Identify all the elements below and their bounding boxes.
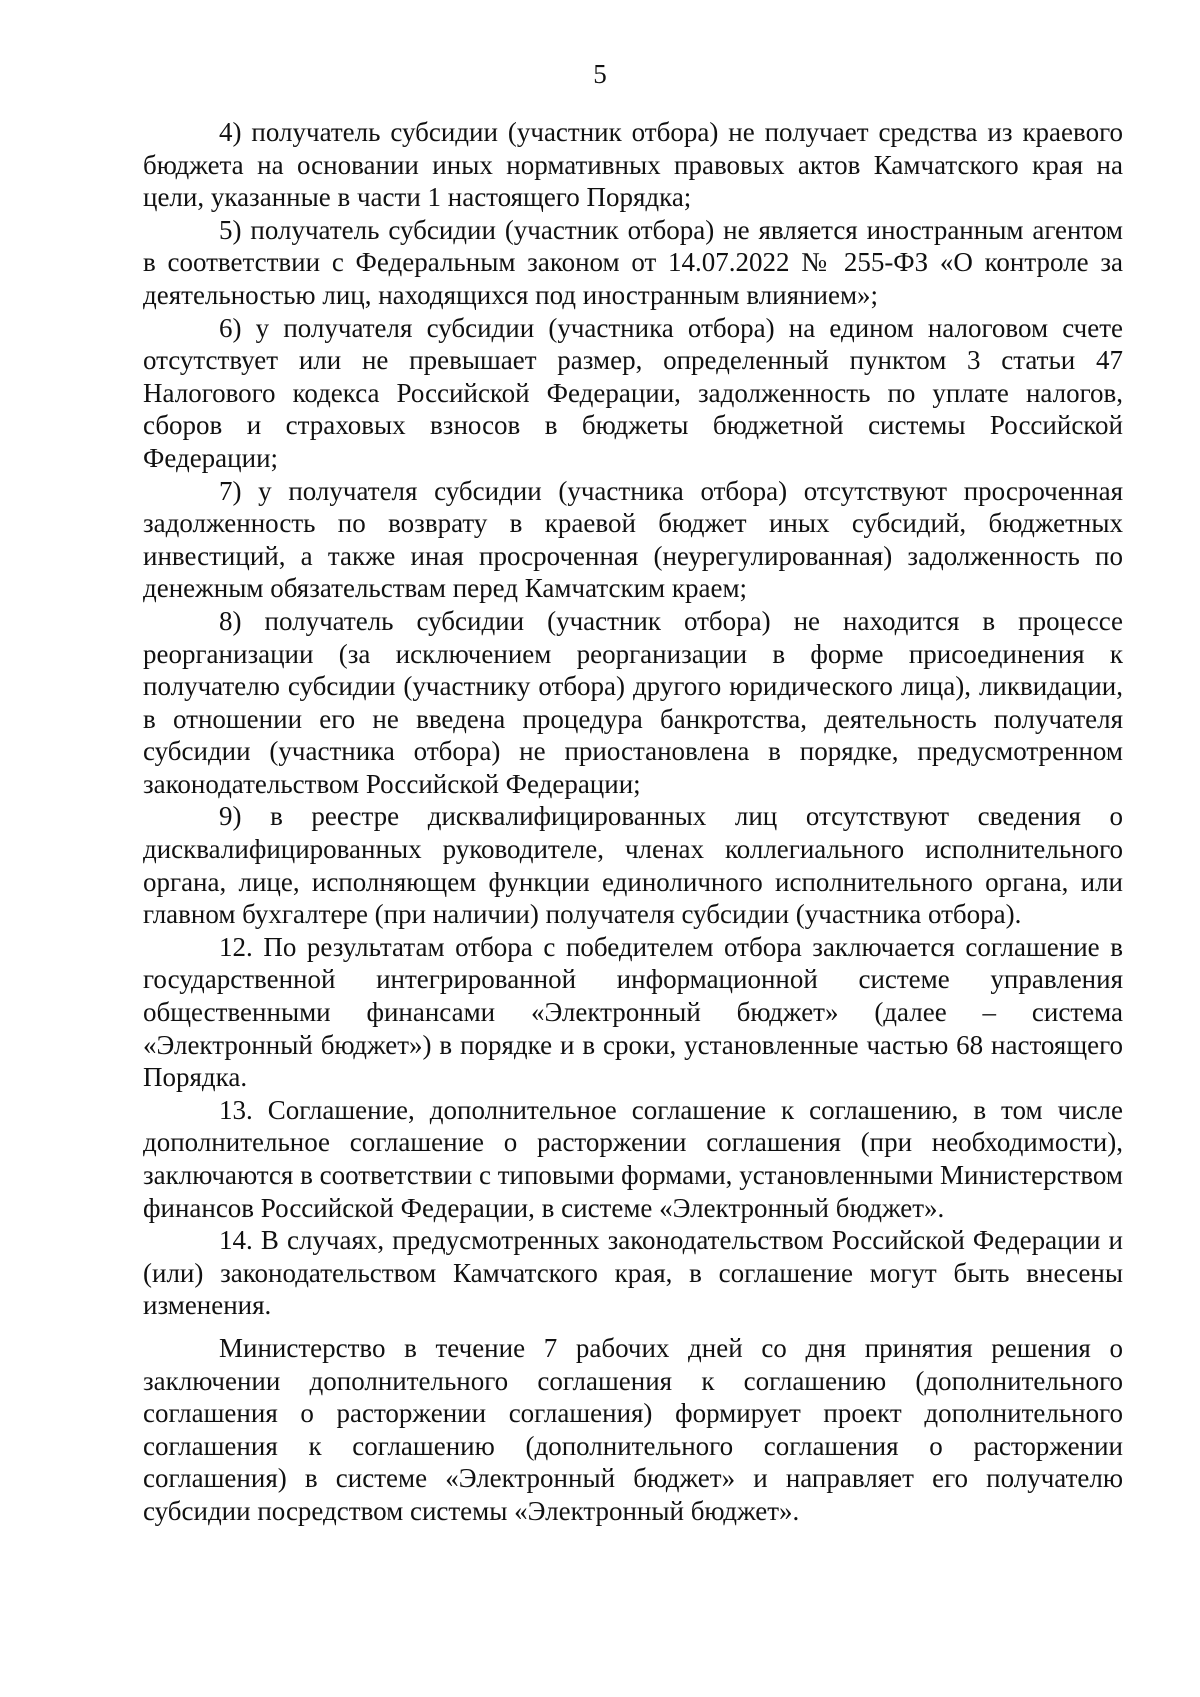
paragraph-item-7: 7) у получателя субсидии (участника отбора) отсутствуют просроченная задолженность по возврату в краевой бюджет иных субсидий, бюджетных инвестиций, а также иная просроченная (неурегулированная) задолженность по денежным обязательствам перед Камчатским краем; — [143, 475, 1123, 604]
paragraph-section-13: 13. Соглашение, дополнительное соглашение к соглашению, в том числе дополнительное соглашение о расторжении соглашения (при необходимости), заключаются в соответствии с типовыми формами, установленными Министерством финансов Российской Федерации, в системе «Электронный бюджет». — [143, 1094, 1123, 1223]
paragraph-item-8: 8) получатель субсидии (участник отбора) не находится в процессе реорганизации (за исключением реорганизации в форме присоединения к получателю субсидии (участнику отбора) другого юридического лица), ликвидации, в отношении его не введена процедура банкротства, деятельность получателя субсидии (участника отбора) не приостановлена в порядке, предусмотренном законодательством Российской Федерации; — [143, 605, 1123, 799]
document-body — [143, 116, 1123, 1528]
paragraph-section-14: 14. В случаях, предусмотренных законодательством Российской Федерации и (или) законодательством Камчатского края, в соглашение могут быть внесены изменения. — [143, 1225, 1123, 1321]
page-number: 5 — [593, 59, 607, 89]
paragraph-item-6: 6) у получателя субсидии (участника отбора) на едином налоговом счете отсутствует или не превышает размер, определенный пунктом 3 статьи 47 Налогового кодекса Российской Федерации, задолженность по уплате налогов, сборов и страховых взносов в бюджеты бюджетной системы Российской Федерации; — [143, 312, 1123, 473]
paragraph-section-12: 12. По результатам отбора с победителем отбора заключается соглашение в государственной интегрированной информационной системе управления общественными финансами «Электронный бюджет» (далее – система «Электронный бюджет») в порядке и в сроки, установленные частью 68 настоящего Порядка. — [143, 931, 1123, 1093]
paragraph-ministry: Министерство в течение 7 рабочих дней со дня принятия решения о заключении дополнительного соглашения к соглашению (дополнительного соглашения о расторжении соглашения) формирует проект дополнительного соглашения к соглашению (дополнительного соглашения о расторжении соглашения) в системе «Электронный бюджет» и направляет его получателю субсидии посредством системы «Электронный бюджет». — [143, 1332, 1123, 1526]
paragraph-item-9: 9) в реестре дисквалифицированных лиц отсутствуют сведения о дисквалифицированных руководителе, членах коллегиального исполнительного органа, лице, исполняющем функции единоличного исполнительного органа, или главном бухгалтере (при наличии) получателя субсидии (участника отбора). — [143, 801, 1123, 930]
paragraph-item-5: 5) получатель субсидии (участник отбора) не является иностранным агентом в соответствии с Федеральным законом от 14.07.2022 № 255-ФЗ «О контроле за деятельностью лиц, находящихся под иностранным влиянием»; — [143, 214, 1123, 310]
paragraph-item-4: 4) получатель субсидии (участник отбора) не получает средства из краевого бюджета на основании иных нормативных правовых актов Камчатского края на цели, указанные в части 1 настоящего Порядка; — [143, 117, 1123, 213]
